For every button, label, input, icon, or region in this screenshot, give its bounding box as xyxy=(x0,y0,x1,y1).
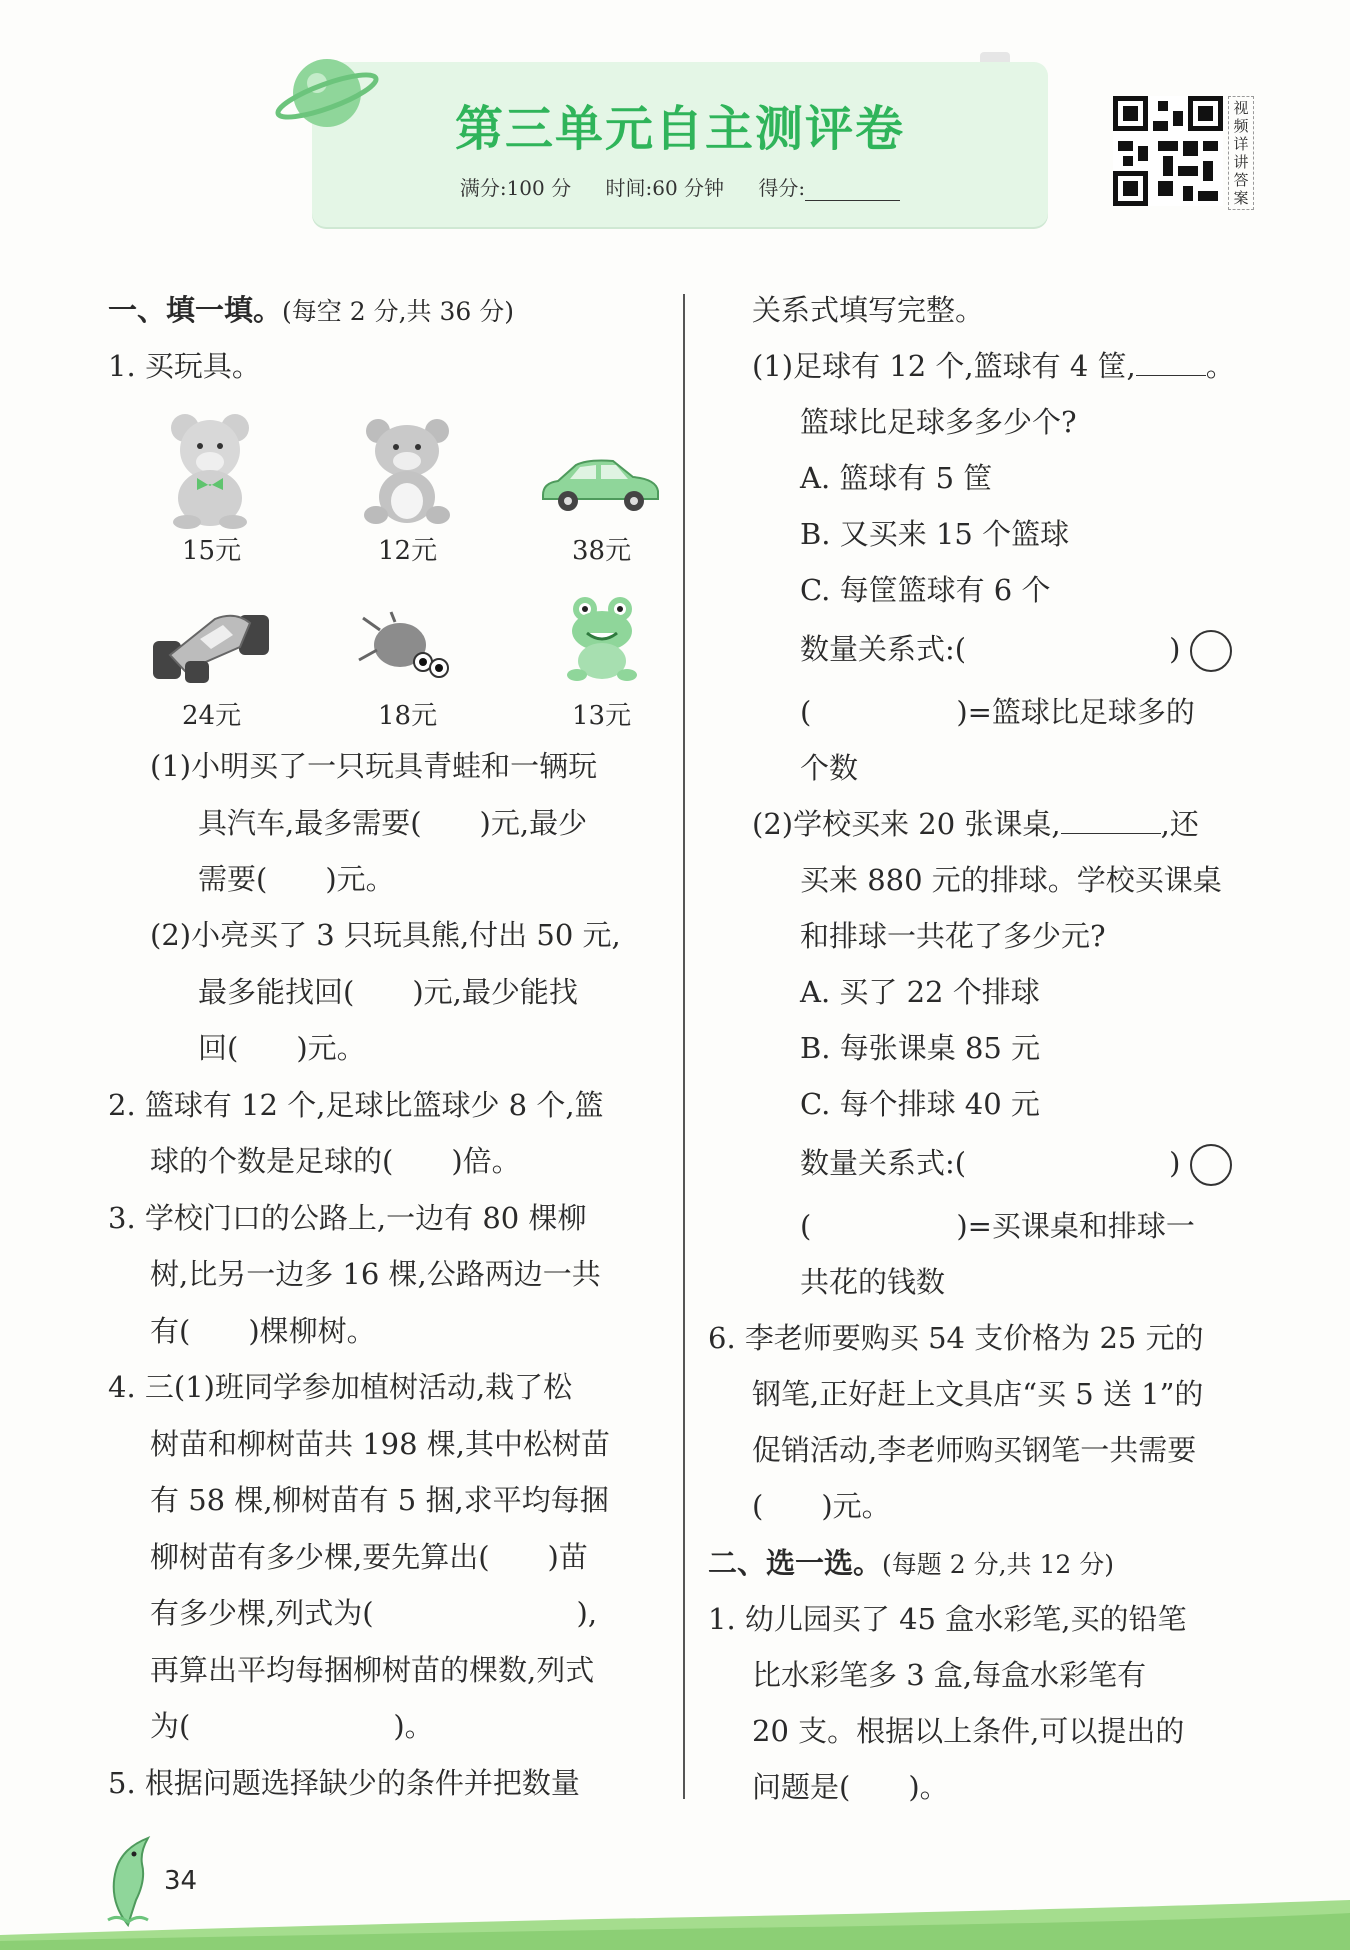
question-text: 2. 篮球有 12 个,足球比篮球少 8 个,篮 xyxy=(108,1088,604,1122)
section-2-title: 二、选一选。 xyxy=(708,1546,883,1580)
question-text: 柳树苗有多少棵,要先算出( )苗 xyxy=(150,1540,588,1574)
bear-toy-icon xyxy=(165,410,255,530)
section-1-heading xyxy=(108,292,514,330)
question-text xyxy=(752,806,1199,842)
score-blank xyxy=(805,182,900,201)
question-text: 20 支。根据以上条件,可以提出的 xyxy=(752,1714,1185,1748)
question-text-part: ,还 xyxy=(1160,807,1199,841)
question-text: 再算出平均每捆柳树苗的棵数,列式 xyxy=(150,1653,595,1687)
toy-price: 38元 xyxy=(572,536,632,566)
toy-price: 13元 xyxy=(572,701,632,731)
question-text: 比水彩笔多 3 盒,每盒水彩笔有 xyxy=(752,1658,1147,1692)
question-text: 有( )棵柳树。 xyxy=(150,1314,376,1348)
question-text: (2)小亮买了 3 只玩具熊,付出 50 元, xyxy=(150,918,621,952)
score-field xyxy=(758,176,900,200)
question-text: 有多少棵,列式为( ), xyxy=(150,1596,598,1630)
page-number: 34 xyxy=(164,1866,198,1896)
option-c: C. 每筐篮球有 6 个 xyxy=(800,573,1051,607)
relation-formula xyxy=(800,630,1232,672)
section-2-note: (每题 2 分,共 12 分) xyxy=(882,1550,1114,1579)
toy-price: 24元 xyxy=(182,701,242,731)
question-text: 有 58 棵,柳树苗有 5 捆,求平均每捆 xyxy=(150,1483,609,1517)
question-text: 问题是( )。 xyxy=(752,1770,949,1804)
question-text: 4. 三(1)班同学参加植树活动,栽了松 xyxy=(108,1370,573,1404)
section-1-title: 一、填一填。 xyxy=(108,293,283,327)
answer-circle xyxy=(1190,1144,1232,1186)
question-text: 5. 根据问题选择缺少的条件并把数量 xyxy=(108,1766,580,1800)
answer-blank xyxy=(1061,807,1161,834)
question-text-part: (2)学校买来 20 张课桌, xyxy=(752,807,1061,841)
question-text: 个数 xyxy=(800,751,859,785)
relation-formula xyxy=(800,1144,1232,1186)
car-toy-icon xyxy=(538,455,663,515)
question-text: 共花的钱数 xyxy=(800,1265,946,1299)
toy-price: 18元 xyxy=(378,701,438,731)
full-score: 满分:100 分 xyxy=(459,176,572,200)
question-text: 3. 学校门口的公路上,一边有 80 棵柳 xyxy=(108,1201,587,1235)
dolphin-icon xyxy=(88,1830,168,1930)
question-text: ( )=买课桌和排球一 xyxy=(800,1209,1195,1243)
toy-price: 12元 xyxy=(378,536,438,566)
question-text: 为( )。 xyxy=(150,1709,434,1743)
question-text: ( )元。 xyxy=(752,1489,891,1523)
option-b: B. 又买来 15 个篮球 xyxy=(800,517,1070,551)
option-a: A. 篮球有 5 筐 xyxy=(800,461,993,495)
question-text: 球的个数是足球的( )倍。 xyxy=(150,1144,521,1178)
question-text: 树苗和柳树苗共 198 棵,其中松树苗 xyxy=(150,1427,611,1461)
score-label: 得分: xyxy=(758,176,806,200)
question-text: (1)小明买了一只玩具青蛙和一辆玩 xyxy=(150,749,598,783)
question-text: 买来 880 元的排球。学校买课桌 xyxy=(800,863,1222,897)
page-title: 第三单元自主测评卷 xyxy=(454,101,905,157)
question-text-part: (1)足球有 12 个,篮球有 4 筐, xyxy=(752,349,1136,383)
relation-label: 数量关系式:( ) xyxy=(800,1146,1181,1180)
question-text: 和排球一共花了多少元? xyxy=(800,919,1106,953)
answer-circle xyxy=(1190,630,1232,672)
exam-meta xyxy=(312,172,1048,201)
qr-label: 视频详讲答案 xyxy=(1228,96,1254,210)
question-text: 具汽车,最多需要( )元,最少 xyxy=(198,806,588,840)
qr-code-icon xyxy=(1113,96,1223,206)
question-text: 钢笔,正好赶上文具店“买 5 送 1”的 xyxy=(752,1377,1204,1411)
question-text: ( )=篮球比足球多的 xyxy=(800,695,1195,729)
option-b: B. 每张课桌 85 元 xyxy=(800,1031,1041,1065)
column-divider xyxy=(683,294,685,1799)
question-text: 关系式填写完整。 xyxy=(752,293,985,327)
answer-blank xyxy=(1136,349,1206,376)
bug-toy-icon xyxy=(355,610,455,685)
question-text xyxy=(752,348,1235,384)
question-text: 6. 李老师要购买 54 支价格为 25 元的 xyxy=(708,1321,1204,1355)
option-a: A. 买了 22 个排球 xyxy=(800,975,1040,1009)
question-text: 篮球比足球多多少个? xyxy=(800,405,1077,439)
teddy-toy-icon xyxy=(360,415,455,530)
option-c: C. 每个排球 40 元 xyxy=(800,1087,1040,1121)
toy-price: 15元 xyxy=(182,536,242,566)
section-1-note: (每空 2 分,共 36 分) xyxy=(282,297,514,326)
question-1: 1. 买玩具。 xyxy=(108,349,261,383)
question-text: 促销活动,李老师购买钢笔一共需要 xyxy=(752,1433,1197,1467)
race-car-toy-icon xyxy=(145,605,275,685)
question-text: 树,比另一边多 16 棵,公路两边一共 xyxy=(150,1257,601,1291)
frog-toy-icon xyxy=(565,595,640,685)
question-text: 最多能找回( )元,最少能找 xyxy=(198,975,578,1009)
footer-wave xyxy=(0,1875,1350,1950)
question-text: 1. 幼儿园买了 45 盒水彩笔,买的铅笔 xyxy=(708,1602,1187,1636)
punctuation: 。 xyxy=(1205,349,1235,383)
relation-label: 数量关系式:( ) xyxy=(800,632,1181,666)
question-text: 回( )元。 xyxy=(198,1031,366,1065)
time-limit: 时间:60 分钟 xyxy=(605,176,725,200)
question-text: 需要( )元。 xyxy=(198,862,395,896)
section-2-heading xyxy=(708,1545,1114,1583)
